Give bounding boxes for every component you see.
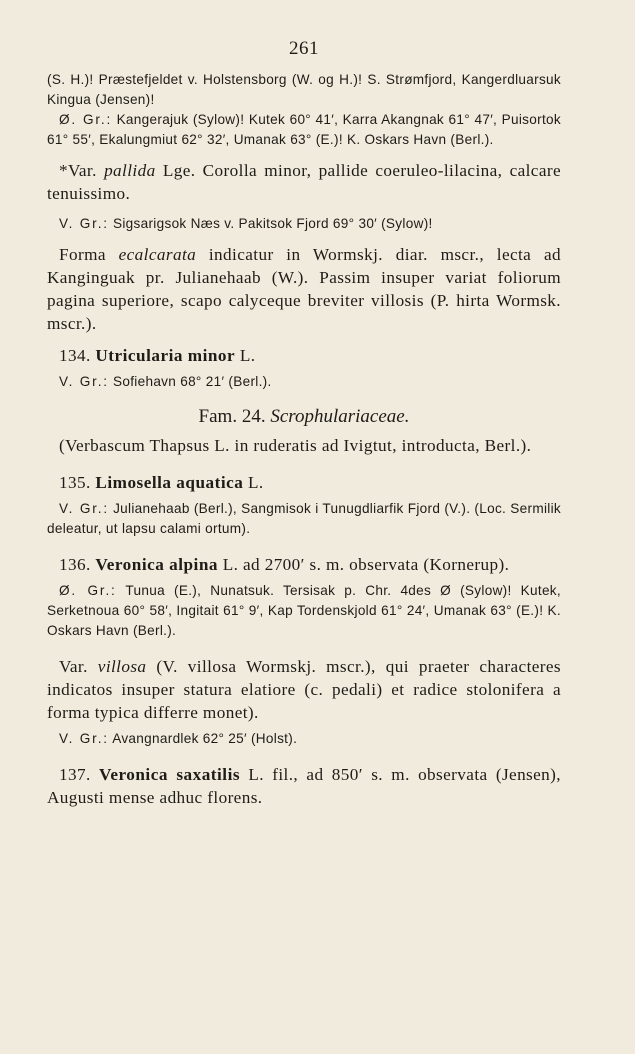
species-number: 137. — [59, 765, 91, 784]
species-136 — [47, 553, 561, 576]
species-135 — [47, 471, 561, 494]
locality-text: Tunua (E.), Nunatsuk. Tersisak p. Chr. 4des Ø (Sylow)! Kutek, Serketnoua 60° 58′, Ingitait 61° 9′, Kap Tordenskjold 61° 24′, Umanak 63° (E.)! K. Oskars Havn (Berl.). — [47, 583, 561, 638]
species-number: 134. — [59, 346, 91, 365]
west-greenland-localities — [47, 499, 561, 539]
west-greenland-localities — [47, 729, 561, 749]
family-heading — [47, 406, 561, 428]
variety-description: Lge. Corolla minor, pallide coeruleo-lilacina, calcare tenuissimo. — [47, 161, 562, 203]
species-134 — [47, 344, 561, 367]
forma-ecalcarata — [47, 243, 561, 335]
family-name: Scrophulariaceae. — [270, 406, 410, 427]
page-number: 261 — [289, 38, 319, 59]
east-greenland-localities — [47, 110, 561, 150]
species-number: 136. — [59, 555, 91, 574]
page — [47, 38, 561, 809]
species-name: Veronica alpina — [95, 555, 218, 574]
forma-name: ecalcarata — [118, 245, 197, 264]
region-label: V. Gr.: — [59, 501, 109, 516]
region-label: V. Gr.: — [59, 216, 109, 231]
variety-label: Var. — [59, 657, 88, 676]
note-text: (Verbascum Thapsus L. in ruderatis ad Ivigtut, introducta, Berl.). — [59, 436, 532, 455]
variety-name: villosa — [97, 657, 147, 676]
region-label: V. Gr.: — [59, 374, 109, 389]
species-description: L. ad 2700′ s. m. observata (Kornerup). — [222, 555, 510, 574]
region-label: V. Gr.: — [59, 731, 109, 746]
east-greenland-localities — [47, 581, 561, 641]
variety-description: (V. villosa Wormskj. mscr.), qui praeter characteres indicatos insuper statura elatiore (c. pedali) et radice stolonifera a forma typica differre monet). — [47, 657, 562, 722]
locality-text: Sofiehavn 68° 21′ (Berl.). — [112, 374, 272, 389]
locality-paragraph — [47, 70, 561, 110]
variety-pallida — [47, 159, 561, 205]
west-greenland-localities — [47, 372, 561, 392]
species-137 — [47, 763, 561, 809]
species-author: L. — [239, 346, 256, 365]
variety-villosa — [47, 655, 561, 724]
variety-name: pallida — [104, 161, 156, 180]
region-label: Ø. Gr.: — [59, 583, 117, 598]
species-description: L. fil., ad 850′ s. m. observata (Jensen), Augusti mense adhuc florens. — [47, 765, 561, 807]
species-name: Limosella aquatica — [95, 473, 244, 492]
locality-text: Julianehaab (Berl.), Sangmisok i Tunugdliarfik Fjord (V.). (Loc. Sermilik deleatur, ut lapsu calami ortum). — [47, 501, 561, 536]
verbascum-note — [47, 434, 561, 457]
species-number: 135. — [59, 473, 91, 492]
species-name: Veronica saxatilis — [99, 765, 241, 784]
species-name: Utricularia minor — [95, 346, 236, 365]
forma-label: Forma — [59, 245, 106, 264]
west-greenland-localities — [47, 214, 561, 234]
family-label: Fam. 24. — [198, 406, 266, 427]
locality-text: Kangerajuk (Sylow)! Kutek 60° 41′, Karra Akangnak 61° 47′, Puisortok 61° 55′, Ekalungmiut 62° 32′, Umanak 63° (E.)! K. Oskars Havn (Berl.). — [47, 112, 561, 147]
forma-description: indicatur in Wormskj. diar. mscr., lecta ad Kanginguak pr. Julianehaab (W.). Passim insuper variat foliorum pagina superiore, scapo calyceque breviter villosis (P. hirta Wormsk. mscr.). — [47, 245, 561, 333]
locality-text: Sigsarigsok Næs v. Pakitsok Fjord 69° 30′ (Sylow)! — [112, 216, 433, 231]
region-label: Ø. Gr.: — [59, 112, 113, 127]
locality-text: (S. H.)! Præstefjeldet v. Holstensborg (W. og H.)! S. Strømfjord, Kangerdluarsuk Kingua (Jensen)! — [47, 72, 561, 107]
variety-label: *Var. — [59, 161, 97, 180]
species-author: L. — [248, 473, 264, 492]
locality-text: Avangnardlek 62° 25′ (Holst). — [112, 731, 298, 746]
